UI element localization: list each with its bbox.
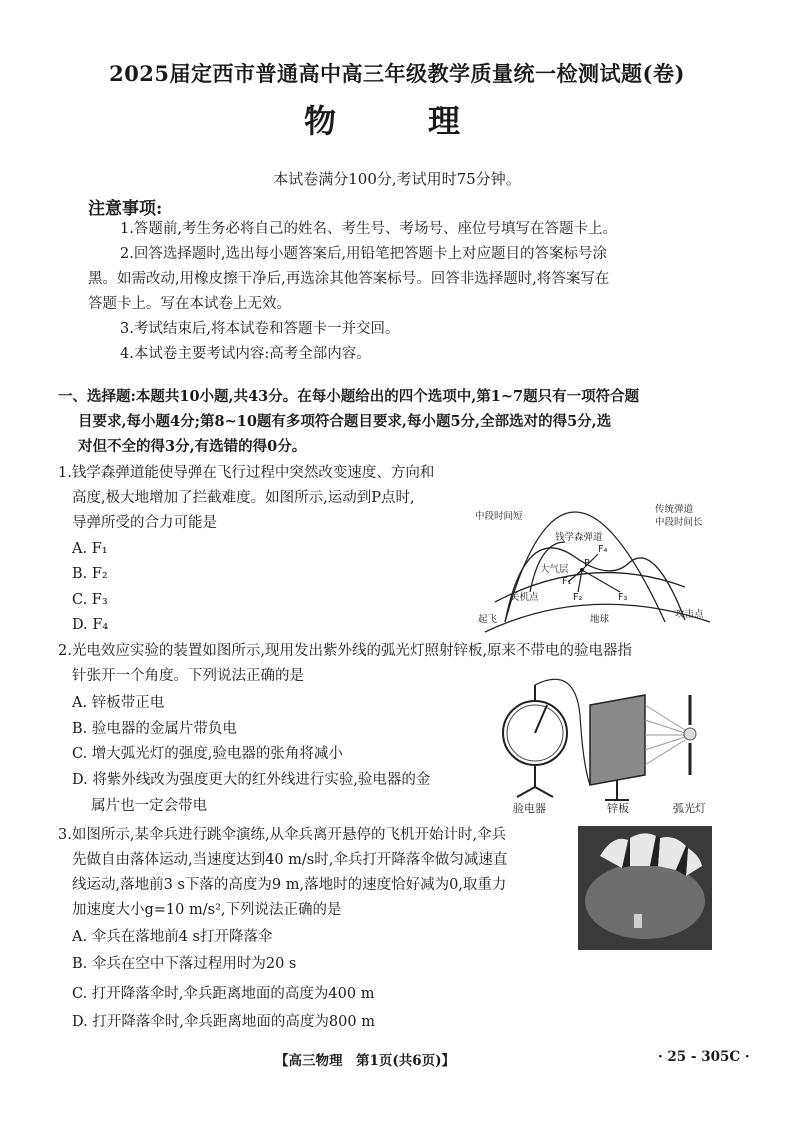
electroscope-needle [535,705,547,733]
q3-stem-2: 先做自由落体运动,当速度达到40 m/s时,伞兵打开降落伞做匀减速直 [72,852,508,868]
fig-label-zinc: 锌板 [607,802,629,815]
fig-label-f3: F₃ [618,592,628,603]
fig-label-f2: F₂ [573,592,583,603]
q3-option-a: A. 伞兵在落地前4 s打开降落伞 [72,929,273,945]
footer-page-info: 【高三物理 第1页(共6页)】 [275,1053,456,1069]
q3-option-b: B. 伞兵在空中下落过程用时为20 s [72,956,297,972]
section1-line-1: 一、选择题:本题共10小题,共43分。在每小题给出的四个选项中,第1~7题只有一项符合题 [58,388,640,405]
note-item-2-cont: 黑。如需改动,用橡皮擦干净后,再选涂其他答案标号。回答非选择题时,将答案写在 [88,271,610,287]
note-item-3: 3.考试结束后,将本试卷和答题卡一并交回。 [120,321,400,337]
q2-option-d-cont: 属片也一定会带电 [72,798,208,814]
q1-option-b: B. F₂ [72,566,108,582]
fig-label-traditional-1: 传统弹道 [655,504,694,515]
footer-code: · 25 - 305C · [658,1049,750,1065]
q1-option-a: A. F₁ [72,541,108,557]
fig-label-atmo: 大气层 [540,564,569,575]
q2-stem-2: 针张开一个角度。下列说法正确的是 [72,668,304,684]
note-item-2-cont2: 答题卡上。写在本试卷上无效。 [88,296,291,312]
note-item-4: 4.本试卷主要考试内容:高考全部内容。 [120,346,371,362]
fig-label-f1: F₁ [562,576,572,587]
q1-stem-1: 1.钱学森弹道能使导弹在飞行过程中突然改变速度、方向和 [58,465,435,481]
q2-photoelectric-figure [495,675,725,815]
q3-stem-3: 线运动,落地前3 s下落的高度为9 m,落地时的速度恰好减为0,取重力 [72,877,507,893]
notes-heading: 注意事项: [88,199,163,219]
q3-parachute-photo [578,826,712,950]
fig-label-mid-short: 中段时间短 [475,511,523,522]
q1-option-c: C. F₃ [72,592,108,608]
fig-label-electroscope: 验电器 [513,802,546,815]
fig-label-f4: F₄ [598,544,608,555]
subject-title: 物 理 [303,102,490,140]
q2-option-d: D. 将紫外线改为强度更大的红外线进行实验,验电器的金 [72,772,431,788]
zinc-plate [590,695,645,785]
q1-stem-3: 导弹所受的合力可能是 [72,515,217,531]
fig-label-qxs: 钱学森弹道 [555,532,603,543]
fig-label-attack: 攻击点 [675,609,704,620]
q2-option-a: A. 锌板带正电 [72,695,165,711]
q1-option-d: D. F₄ [72,617,109,633]
fig-label-p: P [584,558,590,569]
section1-line-3: 对但不全的得3分,有选错的得0分。 [78,438,307,455]
fig-label-lamp: 弧光灯 [673,802,706,815]
arc-lamp-spark [684,728,696,740]
q1-stem-2: 高度,极大地增加了拦截难度。如图所示,运动到P点时, [72,490,415,506]
fig-label-shutdown: 关机点 [510,592,539,603]
section1-line-2: 目要求,每小题4分;第8~10题有多项符合题目要求,每小题5分,全部选对的得5分,选 [78,413,612,430]
q3-stem-4: 加速度大小g=10 m/s²,下列说法正确的是 [72,902,342,918]
q2-option-c: C. 增大弧光灯的强度,验电器的张角将减小 [72,746,343,762]
note-item-1: 1.答题前,考生务必将自己的姓名、考生号、考场号、座位号填写在答题卡上。 [120,221,617,237]
q3-option-c: C. 打开降落伞时,伞兵距离地面的高度为400 m [72,986,375,1002]
q3-stem-1: 3.如图所示,某伞兵进行跳伞演练,从伞兵离开悬停的飞机开始计时,伞兵 [58,827,507,843]
q1-trajectory-figure [470,462,720,642]
exam-info: 本试卷满分100分,考试用时75分钟。 [273,170,521,188]
fig-label-traditional-2: 中段时间长 [655,517,703,528]
paratrooper-figure [634,914,642,928]
note-item-2: 2.回答选择题时,选出每小题答案后,用铅笔把答题卡上对应题目的答案标号涂 [120,246,608,262]
fig-label-earth: 地球 [590,614,610,625]
q2-stem-1: 2.光电效应实验的装置如图所示,现用发出紫外线的弧光灯照射锌板,原来不带电的验电器指 [58,643,633,659]
fig-label-takeoff: 起飞 [478,614,498,625]
exam-title: 2025届定西市普通高中高三年级教学质量统一检测试题(卷) [109,61,685,86]
q3-option-d: D. 打开降落伞时,伞兵距离地面的高度为800 m [72,1014,375,1030]
q2-option-b: B. 验电器的金属片带负电 [72,721,237,737]
